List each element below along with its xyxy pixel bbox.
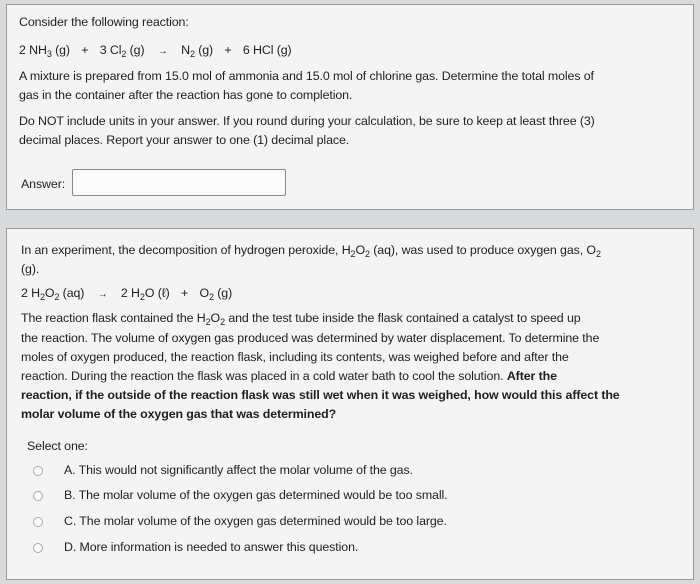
option-c-label[interactable]: C. The molar volume of the oxygen gas determined would be too large. (64, 514, 447, 528)
q2-body-line6: molar volume of the oxygen gas that was determined? (21, 407, 337, 421)
answer-input[interactable] (72, 169, 286, 196)
option-a-label[interactable]: A. This would not significantly affect the molar volume of the gas. (64, 463, 413, 477)
option-d-label[interactable]: D. More information is needed to answer this question. (64, 540, 359, 554)
select-one-label: Select one: (27, 439, 88, 453)
q2-body-line5: reaction, if the outside of the reaction flask was still wet when it was weighed, how would this affect the (21, 388, 620, 402)
q1-note-line2: decimal places. Report your answer to one (1) decimal place. (19, 133, 350, 147)
q2-body-line3: moles of oxygen produced, the reaction flask, including its contents, was weighed before and after the (21, 350, 569, 364)
question-2-card (6, 228, 694, 580)
q2-equation: 2 $H_2O_2$ (aq) → 2 $H_2O$ (ℓ) + $O_2$ (g) (21, 286, 233, 302)
q1-body-line1: A mixture is prepared from 15.0 mol of ammonia and 15.0 mol of chlorine gas. Determine the total moles of (19, 69, 594, 83)
q1-note-line1: Do NOT include units in your answer. If you round during your calculation, be sure to keep at least three (3) (19, 114, 595, 128)
option-b-radio[interactable] (33, 491, 43, 501)
option-b-label[interactable]: B. The molar volume of the oxygen gas determined would be too small. (64, 488, 448, 502)
q2-intro-line1: In an experiment, the decomposition of hydrogen peroxide, $H_2O_2$ (aq), was used to produce oxygen gas, $O_2$ (21, 243, 601, 259)
answer-label: Answer: (21, 177, 66, 191)
q2-body-line2: the reaction. The volume of oxygen gas produced was determined by water displacement. To determine the (21, 331, 600, 345)
q2-body-line4: reaction. During the reaction the flask was placed in a cold water bath to cool the solution. After the (21, 369, 557, 383)
q2-body-line1: The reaction flask contained the $H_2O_2$ and the test tube inside the flask contained a catalyst to speed up (21, 311, 581, 327)
option-a-radio[interactable] (33, 466, 43, 476)
q1-intro: Consider the following reaction: (19, 15, 189, 29)
q2-intro-line2: (g). (21, 262, 40, 276)
q1-body-line2: gas in the container after the reaction has gone to completion. (19, 88, 353, 102)
option-d-radio[interactable] (33, 543, 43, 553)
q1-equation: 2 $NH_3$ (g) + 3 $Cl_2$ $(g) \to N_2$ (g) + 6 HCl (g) (19, 43, 292, 59)
option-c-radio[interactable] (33, 517, 43, 527)
